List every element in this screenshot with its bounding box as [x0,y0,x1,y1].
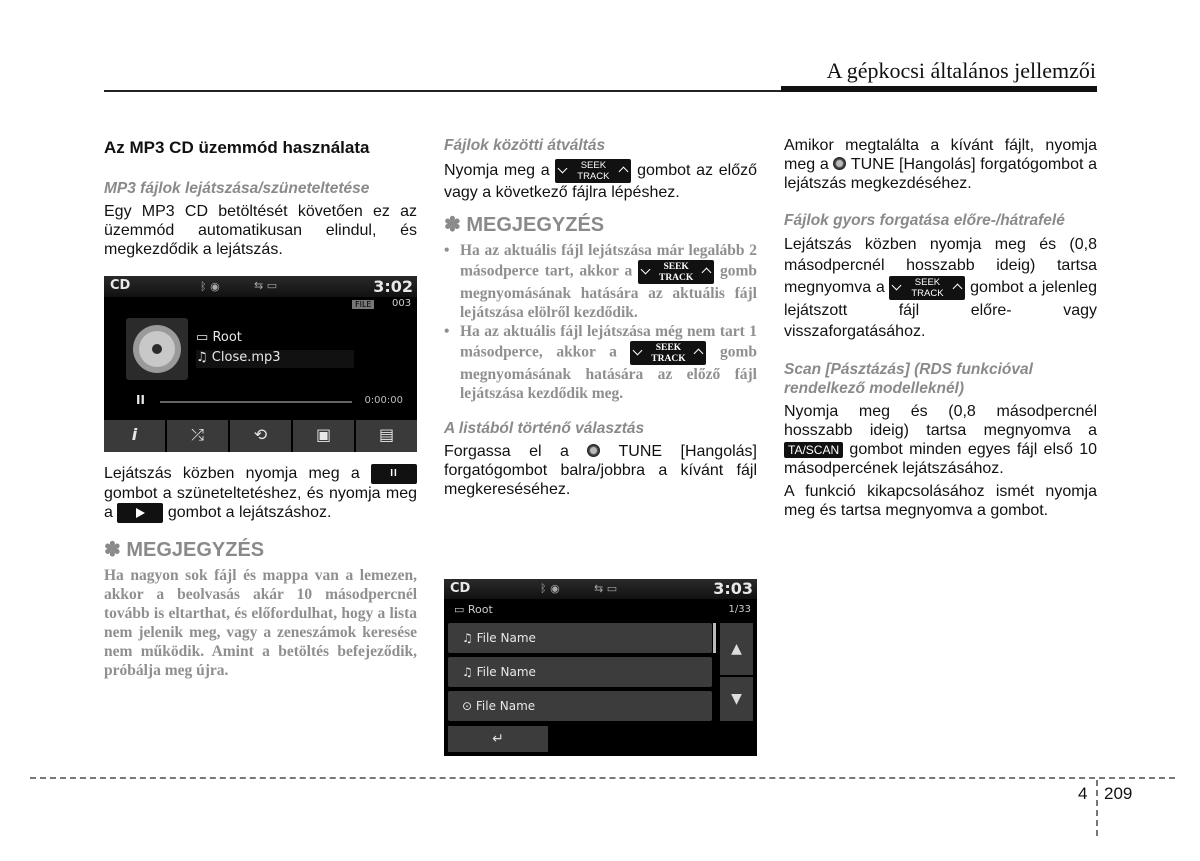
scroll-indicator[interactable] [713,623,716,653]
cd-disc-icon [126,318,188,380]
file-name: Close.mp3 [211,350,281,365]
file-row [196,350,354,368]
track-number: 003 [392,298,412,309]
column-3 [784,136,1097,520]
folder-list-button[interactable]: ▣ [293,420,354,452]
bluetooth-icon: ᛒ ◉ [200,280,220,293]
paragraph-scan: Nyomja meg és (0,8 másodpercnél hosszabb ideig) tartsa megnyomva a TA/SCAN gombot minden egyes fájl első 10 másodpercének lejátszásához. [784,403,1097,477]
list-item-label: File Name [476,631,536,645]
list-button[interactable]: ▤ [356,420,417,452]
column-1 [104,138,417,259]
folder-icon: ▭ [454,603,465,616]
section-heading: Az MP3 CD üzemmód használata [104,138,370,157]
paragraph-confirm: Amikor megtalálta a kívánt fájlt, nyomja meg a TUNE [Hangolás] forgatógombot a lejátszás megkezdéséhez. [784,137,1097,192]
album-art [126,318,188,380]
play-button-graphic [117,503,163,523]
function-buttons [104,420,417,452]
mode-label: CD [450,581,471,596]
paragraph-fast-forward: Lejátszás közben nyomja meg és (0,8 másodpercnél hosszabb ideig) tartsa megnyomva a SEEK TRACK gombot a jelenleg lejátszott fájl előre- vagy visszaforgatásához. [784,236,1097,340]
music-note-icon: ♫ [462,631,473,645]
header-rule [104,90,784,92]
elapsed-time: 0:00:00 [364,395,403,406]
pause-icon: II [136,393,145,407]
usb-icon: ⇆ ▭ [594,582,618,595]
scroll-up-button[interactable]: ▲ [720,623,753,675]
seek-track-button-graphic: SEEK TRACK [555,159,631,183]
section-number: 4 [1078,784,1088,803]
subheading-switch-files: Fájlok közötti átváltás [444,137,606,154]
list-item-label: File Name [475,699,536,713]
note-item: • Ha az aktuális fájl lejátszása már legalább 2 másodperce tart, akkor a SEEK TRACK gomb megnyomásának hatására az aktuális fájl lejátszása elölről kezdődik. [444,242,758,321]
seek-track-button-graphic: SEEK TRACK [889,276,965,300]
column-2 [444,136,757,499]
note-item: • Ha az aktuális fájl lejátszása még nem tart 1 másodperce, akkor a SEEK TRACK gomb megnyomásának hatására az előző fájl lejátszása kezdődik meg. [444,323,757,402]
music-note-icon: ♫ [196,350,208,365]
folder-name: Root [212,330,242,345]
pause-button-graphic: II [371,464,417,484]
seek-track-button-graphic: SEEK TRACK [638,260,714,284]
paragraph-autostart: Egy MP3 CD betöltését követően ez az üzemmód automatikusan elindul, és megkezdődik a lejátszás. [104,203,417,258]
paragraph-seek: Nyomja meg a SEEK TRACK gombot az előző vagy a következő fájlra lépéshez. [444,160,757,201]
file-list-screen [444,579,757,756]
subheading-fast-forward: Fájlok gyors forgatása előre-/hátrafelé [784,212,1065,229]
mode-label: CD [110,278,131,293]
file-count: 1/33 [728,604,751,615]
folder-row [196,330,242,345]
note-title: ✽ MEGJEGYZÉS [104,539,265,561]
file-badge: FILE [352,300,374,309]
footer-divider [1096,780,1098,836]
paragraph-pause-play: Lejátszás közben nyomja meg a II gombot a szüneteltetéshez, és nyomja meg a gombot a lejátszáshoz. [104,465,417,522]
page-number: 209 [1104,784,1133,803]
progress-bar [160,401,352,403]
seek-track-button-graphic: SEEK TRACK [630,341,706,365]
note-list [444,241,757,403]
music-note-icon: ♫ [462,665,473,679]
usb-icon: ⇆ ▭ [254,279,278,292]
mp3-playback-screen [104,276,417,452]
paragraph-scan-off: A funkció kikapcsolásához ismét nyomja meg és tartsa megnyomva a gombot. [784,483,1097,519]
list-item[interactable] [448,691,712,721]
column-1-lower [104,464,417,680]
subheading-play-pause: MP3 fájlok lejátszása/szüneteltetése [104,180,370,197]
clock: 3:02 [373,277,413,296]
scroll-down-button[interactable]: ▼ [720,677,753,721]
folder-row [454,603,493,616]
play-circle-icon: ⊙ [462,699,473,713]
folder-icon: ▭ [196,330,209,345]
list-item[interactable] [448,623,712,653]
paragraph-tune: Forgassa el a TUNE [Hangolás] forgatógombot balra/jobbra a kívánt fájl megkereséséhez. [444,443,757,498]
folder-name: Root [467,603,493,616]
tune-knob-icon [833,157,846,170]
footer-rule [30,777,1175,779]
clock: 3:03 [713,579,753,598]
play-icon [136,508,145,518]
info-button[interactable]: i [104,420,165,452]
subheading-list-select: A listából történő választás [444,420,645,437]
header-rule-bold [781,86,1097,92]
subheading-scan: Scan [Pásztázás] (RDS funkcióval rendelkező modelleknél) [784,361,1033,397]
page-header-title: A gépkocsi általános jellemzői [826,58,1096,83]
tune-knob-icon [587,444,600,457]
ta-scan-button-graphic: TA/SCAN [784,442,843,458]
note-body: Ha nagyon sok fájl és mappa van a lemezen, akkor a beolvasás akár 10 másodpercnél tovább is eltarthat, és előfordulhat, hogy a lista nem jelenik meg, vagy a zeneszámok keresése nem működik. Amint a betöltés befejeződik, próbálja meg újra. [104,567,417,679]
back-button[interactable] [448,726,548,752]
note-title: ✽ MEGJEGYZÉS [444,214,605,236]
shuffle-button[interactable]: ⤮ [167,420,228,452]
bluetooth-icon: ᛒ ◉ [540,582,560,595]
back-arrow-icon: ↵ [492,731,504,747]
repeat-button[interactable]: ⟲ [230,420,291,452]
list-item[interactable] [448,657,712,687]
list-item-label: File Name [476,665,536,679]
